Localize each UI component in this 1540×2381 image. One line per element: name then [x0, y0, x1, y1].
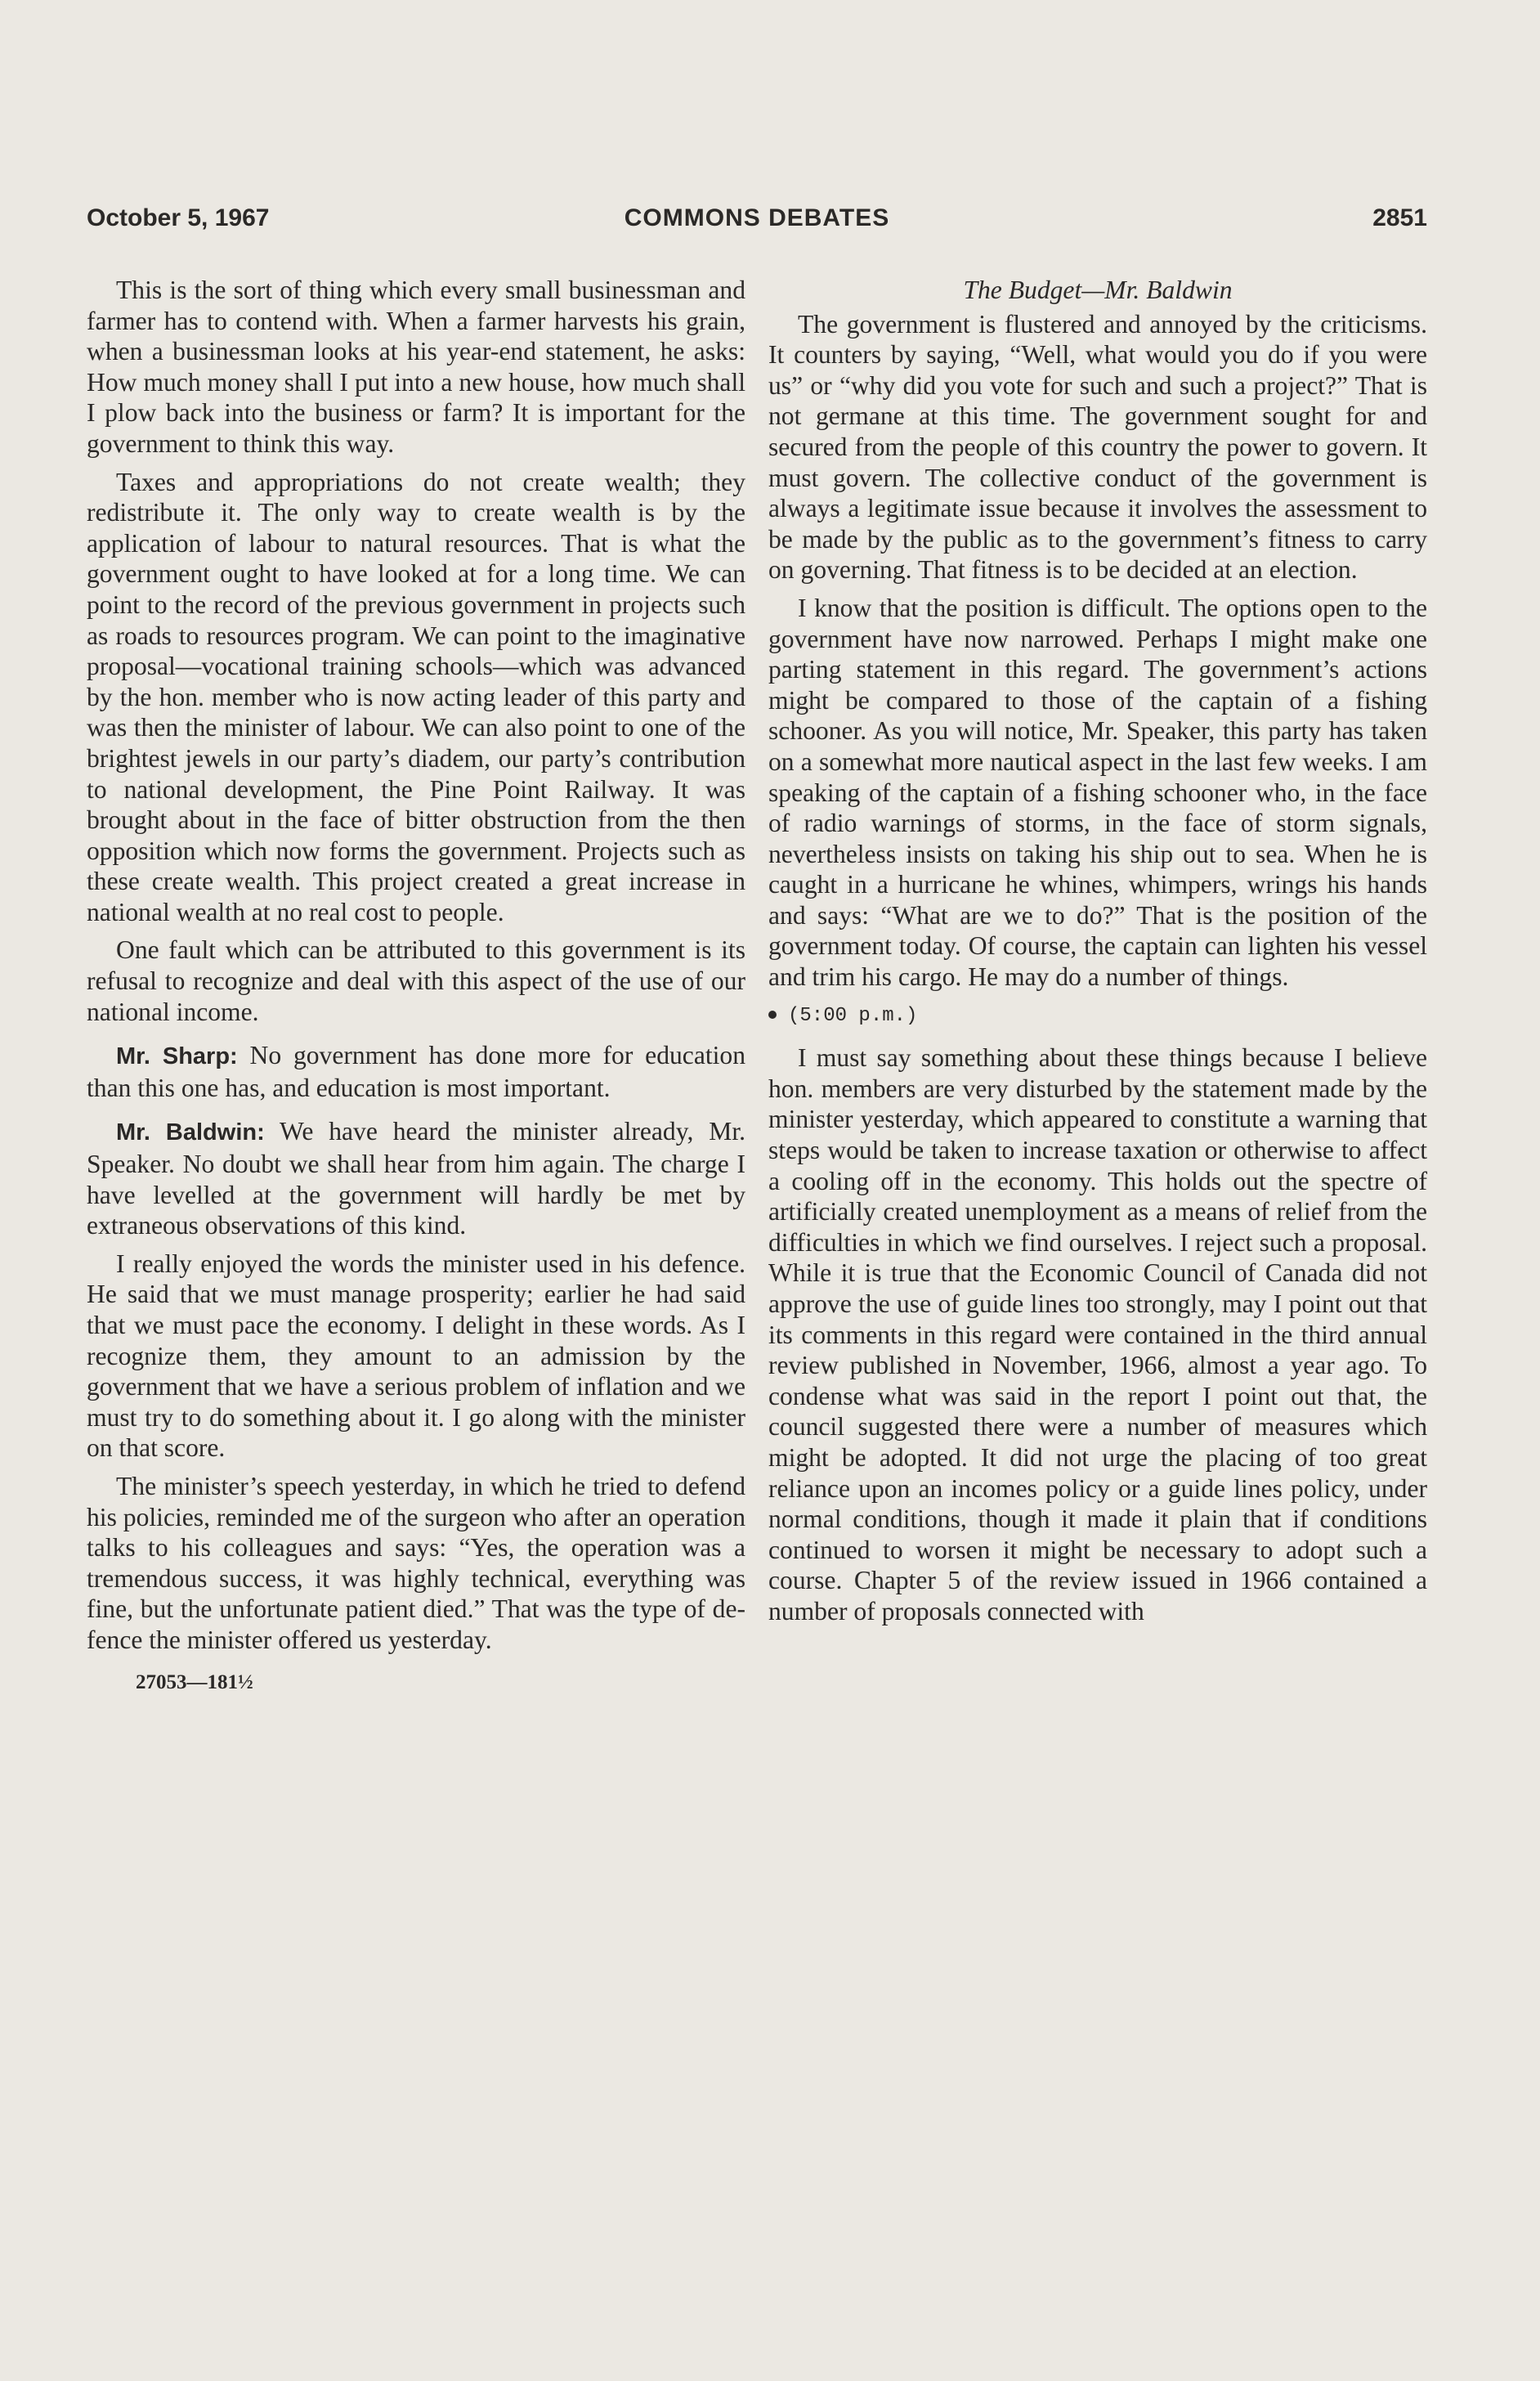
- left-paragraph-1: This is the sort of thing which every small businessman and farmer has to contend with. When a farmer harvests his grain, when a businessman looks at his year-end statement, he asks: How much money shall I put into a new house, how much shall I plow back into the business or farm? It is important for the government to think this way.: [87, 276, 745, 458]
- left-paragraph-sharp: [87, 1040, 745, 1103]
- printer-footnote: 27053—181½: [136, 1670, 253, 1693]
- right-column: [768, 275, 1427, 1634]
- left-paragraph-2: Taxes and appropriations do not create wealth; they redistribute it. The only way to create wealth is by the application of labour to natural resources. That is what the government ought to have looked at for a long time. We can point to the record of the previous government in projects such as roads to resources program. We can point to the imaginative proposal—vocational training schools—which was advanced by the hon. member who is now acting leader of this party and was then the minister of labour. We can also point to one of the brightest jewels in our party’s diadem, our party’s contribution to national development, the Pine Point Railway. It was brought about in the face of bitter obstruction from the then opposition which now forms the government. Projects such as these create wealth. This project created a great increase in national wealth at no real cost to people.: [87, 467, 745, 926]
- left-column: [87, 275, 745, 1697]
- left-paragraph-baldwin: [87, 1116, 745, 1240]
- speaker-name-baldwin: Mr. Baldwin:: [116, 1119, 265, 1146]
- right-paragraph-3: I must say something about these things because I believe hon. members are very disturbed by the statement made by the minister yesterday, which appeared to constitute a warning that steps would be taken to increase taxation or otherwise to affect a cooling off in the economy. This holds out the spectre of artificially created unemployment as a means of relief from the difficulties in which we find ourselves. I reject such a proposal. While it is true that the Economic Council of Canada did not approve the use of guide lines too strongly, may I point out that its comments in this regard were contained in the third annual review published in November, 1966, almost a year ago. To condense what was said in the report I point out that, the council suggested there were a number of measures which might be adopted. It did not urge the placing of too great reliance upon an incomes policy or a guide lines policy, under normal conditions, though it made it plain that if conditions continued to worsen it might be necessary to adopt such a course. Chapter 5 of the review issued in 1966 contained a number of proposals connected with: [768, 1043, 1427, 1625]
- speaker-name-sharp: Mr. Sharp:: [116, 1043, 238, 1070]
- header-title: COMMONS DEBATES: [624, 204, 890, 231]
- running-head: [87, 204, 1427, 240]
- time-marker: [768, 1001, 1427, 1032]
- time-marker-text: (5:00 p.m.): [788, 1004, 918, 1027]
- speech-baldwin: We have heard the minister already, Mr. Speaker. No doubt we shall hear from him again. The charge I have levelled at the government will hardly be met by extraneous observations of this kind.: [87, 1117, 745, 1240]
- left-paragraph-6: I really enjoyed the words the minister used in his defence. He said that we must manage prosperity; earlier he had said that we must pace the economy. I delight in these words. As I recognize them, they amount to an admission by the government that we have a serious problem of inflation and we must try to do something about it. I go along with the minister on that score.: [87, 1249, 745, 1463]
- right-paragraph-1: The government is flustered and annoyed by the criticisms. It counters by saying, “Well, what would you do if you were us” or “why did you vote for such and such a project?” That is not germane at this time. The government sought for and secured from the people of this country the power to govern. It must govern. The collective conduct of the government is always a legitimate issue because it involves the assessment to be made by the public as to the government’s fitness to carry on governing. That fitness is to be decided at an election.: [768, 309, 1427, 585]
- speech-sharp: No government has done more for education than this one has, and education is most important.: [87, 1041, 745, 1102]
- header-date: October 5, 1967: [87, 204, 270, 231]
- right-paragraph-2: I know that the position is difficult. The options open to the government have now narrowed. Perhaps I might make one parting statement in this regard. The government’s actions might be compared to those of the captain of a fishing schooner. As you will notice, Mr. Speaker, this party has taken on a somewhat more nautical aspect in the last few weeks. I am speaking of the captain of a fishing schooner who, in the face of radio warnings of storms, in the face of storm signals, nevertheless insists on taking his ship out to sea. When he is caught in a hurricane he whines, whimpers, wrings his hands and says: “What are we to do?” That is the position of the government today. Of course, the captain can lighten his vessel and trim his cargo. He may do a number of things.: [768, 593, 1427, 992]
- bullet-icon: [768, 1011, 777, 1019]
- header-page-number: 2851: [1372, 204, 1427, 231]
- column-heading: The Budget—Mr. Baldwin: [963, 276, 1233, 304]
- left-paragraph-3: One fault which can be attributed to this government is its refusal to recognize and deal with this aspect of the use of our national income.: [87, 935, 745, 1026]
- left-paragraph-7: The minister’s speech yesterday, in which he tried to defend his policies, reminded me of the surgeon who after an operation talks to his colleagues and says: “Yes, the operation was a tremendous success, it was highly technical, everything was fine, but the unfortunate patient died.” That was the type of defence the minister offered us yesterday.: [87, 1471, 745, 1654]
